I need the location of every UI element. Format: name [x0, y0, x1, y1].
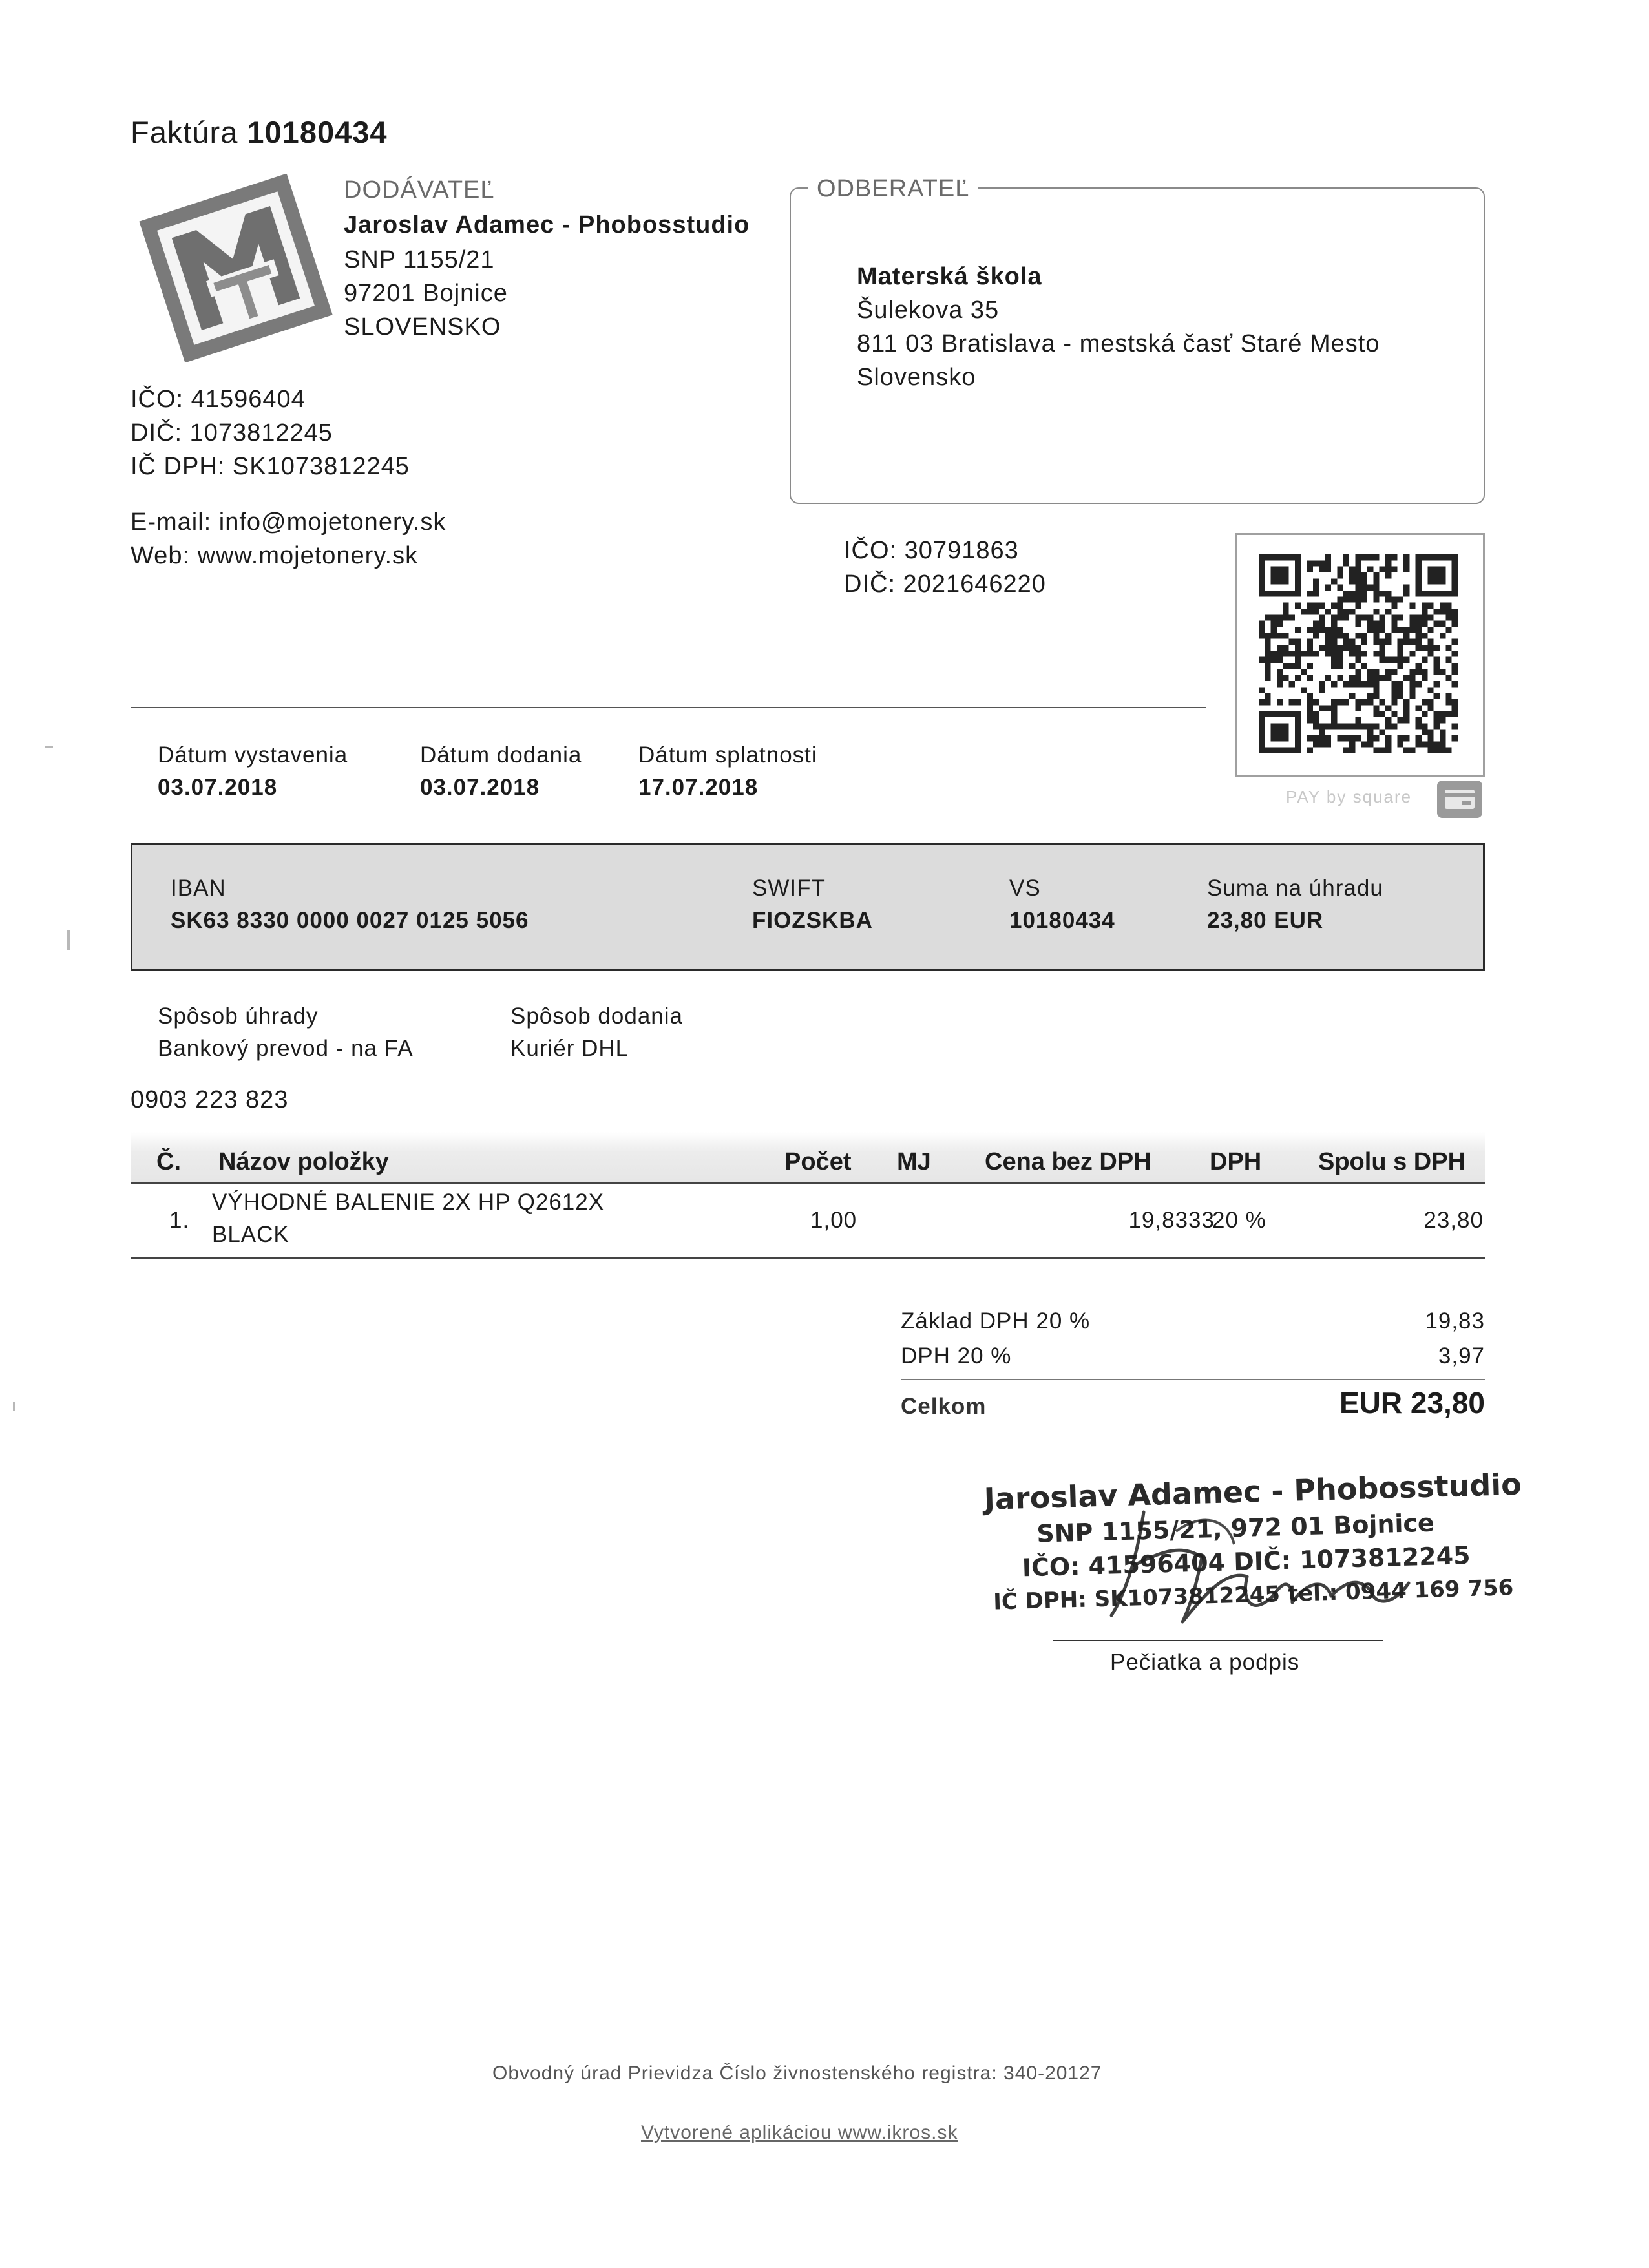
section-divider: [131, 707, 1206, 708]
sum-label: Suma na úhradu: [1207, 876, 1383, 901]
vs-value: 10180434: [1009, 908, 1115, 933]
iban-value: SK63 8330 0000 0027 0125 5056: [171, 908, 529, 933]
customer-ids: [844, 534, 1046, 601]
supplier-logo: [132, 174, 339, 362]
date-due-label: Dátum splatnosti: [638, 742, 817, 768]
row-name-line2: BLACK: [212, 1222, 289, 1247]
supplier-web: Web: www.mojetonery.sk: [131, 542, 419, 569]
supplier-ids: [131, 383, 410, 483]
summary-base-row: [901, 1305, 1485, 1340]
iban-label: IBAN: [171, 876, 226, 901]
date-issue: [158, 739, 348, 804]
summary-base-value: 19,83: [1425, 1308, 1485, 1334]
supplier-city: 97201 Bojnice: [344, 280, 508, 307]
date-due-value: 17.07.2018: [638, 775, 759, 800]
summary-total-row: [901, 1385, 1485, 1424]
supplier-country: SLOVENSKO: [344, 313, 501, 341]
summary-total-value: EUR 23,80: [1339, 1386, 1485, 1420]
signature-caption: Pečiatka a podpis: [1110, 1650, 1300, 1675]
invoice-title-prefix: Faktúra: [131, 115, 238, 149]
payment-vs: [1009, 872, 1115, 937]
customer-street: Šulekova 35: [857, 297, 1000, 324]
customer-dic: DIČ: 2021646220: [844, 571, 1046, 598]
stamp-line2: SNP 1155/21, 972 01 Bojnice: [1036, 1508, 1435, 1548]
phone-number: 0903 223 823: [131, 1086, 289, 1113]
customer-country: Slovensko: [857, 364, 976, 391]
delivery-method: [510, 1000, 683, 1065]
col-header-unit: MJ: [897, 1148, 931, 1175]
summary-block: [901, 1305, 1485, 1375]
row-price: 19,8333: [1128, 1208, 1215, 1233]
invoice-number: 10180434: [247, 115, 388, 149]
footer-created-by-link[interactable]: Vytvorené aplikáciou www.ikros.sk: [641, 2122, 958, 2143]
stamp-line3: IČO: 41596404 DIČ: 1073812245: [1022, 1541, 1471, 1582]
customer-ico: IČO: 30791863: [844, 537, 1019, 564]
row-vat: 20 %: [1212, 1208, 1266, 1233]
delivery-method-value: Kuriér DHL: [510, 1036, 629, 1061]
date-delivery-label: Dátum dodania: [420, 742, 582, 768]
row-total: 23,80: [1423, 1208, 1484, 1233]
pay-by-square-label: PAY by square: [1286, 787, 1413, 806]
row-name-line1: VÝHODNÉ BALENIE 2X HP Q2612X: [212, 1190, 605, 1215]
summary-vat-value: 3,97: [1438, 1343, 1485, 1369]
footer-registry: Obvodný úrad Prievidza Číslo živnostenského registra: 340-20127: [492, 2063, 1102, 2084]
customer-address: [857, 260, 1380, 394]
supplier-heading: DODÁVATEĽ: [344, 176, 495, 204]
col-header-no: Č.: [156, 1148, 181, 1175]
col-header-price: Cena bez DPH: [985, 1148, 1151, 1175]
vs-label: VS: [1009, 876, 1041, 901]
handwritten-signature: [1098, 1486, 1460, 1648]
col-header-name: Názov položky: [218, 1148, 389, 1175]
col-header-vat: DPH: [1210, 1148, 1262, 1175]
col-header-count: Počet: [784, 1148, 852, 1175]
table-bottom-line: [131, 1257, 1485, 1259]
scan-speck: [67, 930, 70, 950]
summary-total-label: Celkom: [901, 1394, 987, 1419]
sum-value: 23,80 EUR: [1207, 908, 1324, 933]
payment-iban: [171, 872, 529, 937]
col-header-total: Spolu s DPH: [1318, 1148, 1466, 1175]
supplier-contact: [131, 505, 446, 572]
row-name: [212, 1186, 729, 1251]
payment-method-value: Bankový prevod - na FA: [158, 1036, 414, 1061]
customer-name: Materská škola: [857, 263, 1042, 290]
customer-city: 811 03 Bratislava - mestská časť Staré Mesto: [857, 330, 1380, 357]
summary-vat-row: [901, 1340, 1485, 1375]
date-delivery-value: 03.07.2018: [420, 775, 540, 800]
summary-vat-label: DPH 20 %: [901, 1343, 1012, 1369]
supplier-email: E-mail: info@mojetonery.sk: [131, 509, 446, 536]
customer-heading: ODBERATEĽ: [808, 172, 978, 205]
signature-line: [1053, 1640, 1383, 1641]
scan-speck: [13, 1402, 15, 1411]
supplier-dic: DIČ: 1073812245: [131, 419, 333, 446]
delivery-method-label: Spôsob dodania: [510, 1003, 683, 1029]
date-due: [638, 739, 817, 804]
invoice-title: [131, 113, 388, 152]
payment-method: [158, 1000, 414, 1065]
date-delivery: [420, 739, 582, 804]
date-issue-value: 03.07.2018: [158, 775, 278, 800]
card-icon: [1436, 779, 1484, 819]
swift-value: FIOZSKBA: [752, 908, 873, 933]
payment-sum: [1207, 872, 1383, 937]
summary-divider: [901, 1379, 1485, 1380]
supplier-ic-dph: IČ DPH: SK1073812245: [131, 453, 410, 480]
supplier-ico: IČO: 41596404: [131, 386, 306, 413]
row-no: 1.: [169, 1208, 190, 1233]
swift-label: SWIFT: [752, 876, 826, 901]
payment-qr-code: [1259, 554, 1458, 753]
row-count: 1,00: [810, 1208, 857, 1233]
scan-speck: [45, 746, 53, 748]
payment-method-label: Spôsob úhrady: [158, 1003, 319, 1029]
summary-base-label: Základ DPH 20 %: [901, 1308, 1091, 1334]
date-issue-label: Dátum vystavenia: [158, 742, 348, 768]
payment-swift: [752, 872, 873, 937]
supplier-street: SNP 1155/21: [344, 246, 495, 273]
supplier-name: Jaroslav Adamec - Phobosstudio: [344, 211, 750, 238]
stamp-line4: IČ DPH: SK1073812245 tel.: 0944 169 756: [993, 1575, 1514, 1615]
supplier-block: [344, 173, 750, 344]
stamp-line1: Jaroslav Adamec - Phobosstudio: [983, 1466, 1522, 1517]
